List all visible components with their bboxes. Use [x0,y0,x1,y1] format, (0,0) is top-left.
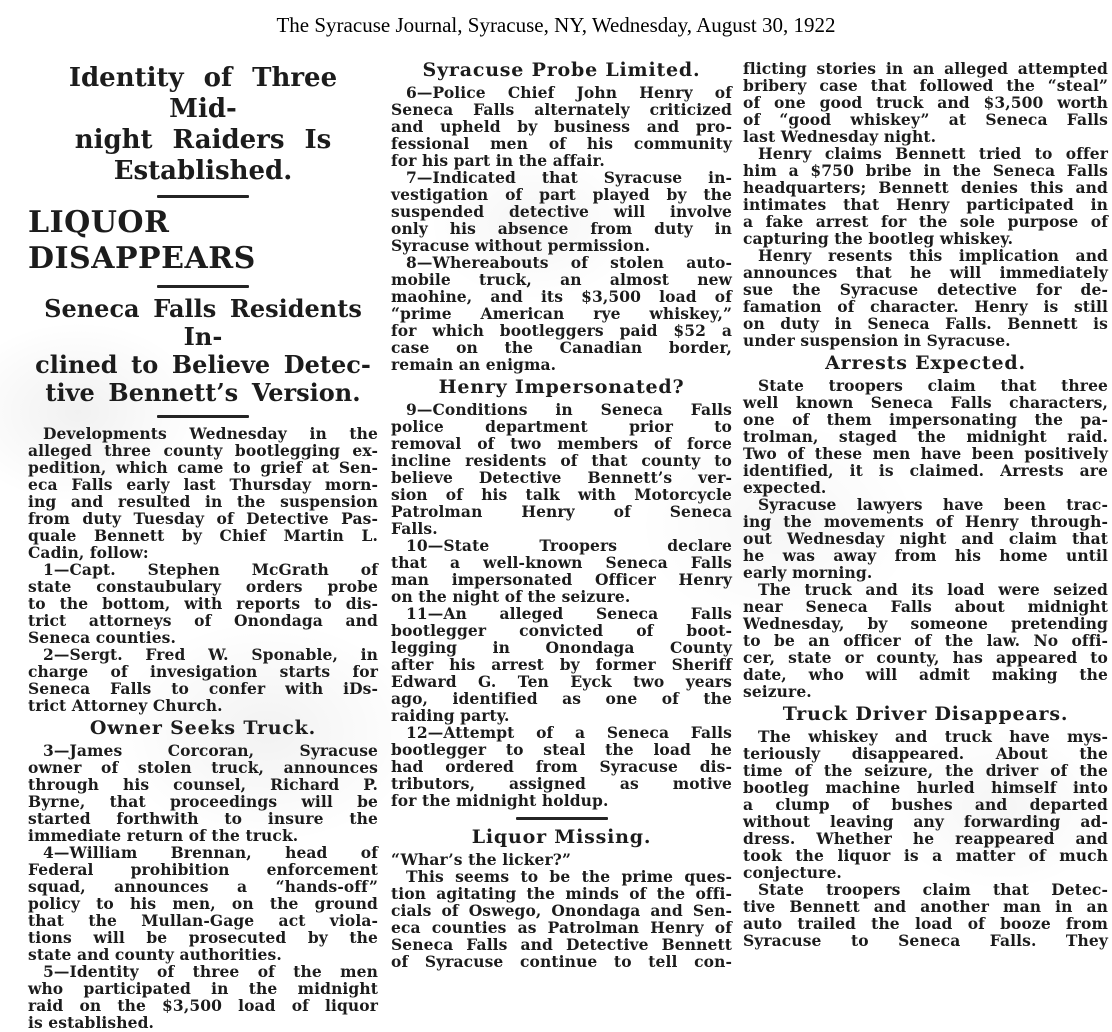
paragraph [391,868,732,970]
text-line: The whiskey and truck have mys- [758,727,1108,746]
text-line: Syracuse without permission. [391,236,651,255]
section-divider [157,195,249,198]
text-line: 12—Attempt of a Seneca Falls [406,723,732,742]
text-line: immediate return of the truck. [28,826,299,845]
section-subhead [743,704,1108,725]
text-line: near Seneca Falls about midnight [743,597,1108,616]
text-line: on the night of the seizure. [391,587,631,606]
text-line: started forthwith to insure the [28,809,378,828]
text-line: ing the movements of Henry through- [743,512,1108,531]
news-column-2 [391,55,732,970]
paragraph [28,425,378,561]
text-line: trolman, staged the midnight raid. [743,427,1108,446]
text-line: Falls. [391,519,438,538]
paragraph [743,247,1108,349]
text-line: charge of invesigation starts for [28,662,378,681]
paragraph [743,377,1108,496]
text-line: quale Bennett by Chief Martin L. [28,526,378,545]
text-line: to the bottom, with reports to dis- [28,594,378,613]
text-line: Developments Wednesday in the [43,424,378,443]
text-line: time of the seizure, the driver of the [743,761,1108,780]
text-line: Seneca Falls to confer with iDs- [28,679,378,698]
page-caption: The Syracuse Journal, Syracuse, NY, Wednesday, August 30, 1922 [276,13,836,37]
text-line: early morning. [743,563,873,582]
text-line: trict attorneys of Onondaga and [28,611,378,630]
text-line: cials of Oswego, Onondaga and Sen- [391,901,732,920]
text-line: tributors, assigned as motive [391,774,732,793]
text-line: squad, announces a “hands-off” [28,877,378,896]
text-line: case on the Canadian border, [391,338,732,357]
text-line: owner of stolen truck, announces [28,758,378,777]
text-line: tive Bennett’s Version. [45,378,361,407]
newspaper-clipping [0,55,1112,1032]
text-line: Owner Seeks Truck. [89,717,317,739]
text-line: Henry Impersonated? [438,376,685,398]
section-subhead [28,718,378,739]
text-line: of Syracuse continue to tell con- [391,952,732,971]
text-line: 6—Police Chief John Henry of [406,83,732,102]
text-line: only his absence from duty in [391,219,732,238]
text-line: trict Attorney Church. [28,696,223,715]
paragraph [391,724,732,809]
text-line: 2—Sergt. Fred W. Sponable, in [43,645,378,664]
text-line: 9—Conditions in Seneca Falls [406,400,732,419]
text-line: sion of his talk with Motorcycle [391,485,732,504]
text-line: tion agitating the minds of the offi- [391,884,732,903]
text-line: Edward G. Ten Eyck two years [391,672,732,691]
text-line: through his counsel, Richard P. [28,775,378,794]
text-line: Seneca Falls Residents In- [44,294,362,351]
text-line: Syracuse lawyers have been trac- [758,495,1108,514]
text-line: bootlegger to steal the load he [391,740,732,759]
text-line: raiding party. [391,706,510,725]
text-line: Syracuse Probe Limited. [422,59,701,81]
section-divider [516,817,608,820]
text-line: “prime American rye whiskey,” [391,304,732,323]
text-line: Federal prohibition enforcement [28,860,378,879]
headline [28,63,378,187]
text-line: sue the Syracuse detective for de- [743,280,1108,299]
text-line: identified, it is claimed. Arrests are [743,461,1108,480]
text-line: policy to his men, on the ground [28,894,378,913]
text-line: Liquor Missing. [471,826,652,848]
text-line: Seneca counties. [28,628,177,647]
text-line: Wednesday, by someone pretending [743,614,1108,633]
text-line: tive Bennett and another man in an [743,897,1108,916]
paragraph [743,145,1108,247]
section-subhead [391,827,732,848]
text-line: Syracuse to Seneca Falls. They [743,931,1108,950]
news-column-3 [743,55,1108,949]
text-line: Arrests Expected. [825,352,1026,374]
text-line: legging in Onondaga County [391,638,732,657]
text-line: maohine, and its $3,500 load of [391,287,732,306]
text-line: “Whar’s the licker?” [391,850,571,869]
text-line: on duty in Seneca Falls. Bennett is [743,314,1108,333]
text-line: tions will be prosecuted by the [28,928,378,947]
news-column-1 [28,55,378,1031]
text-line: Cadin, follow: [28,543,149,562]
text-line: and upheld by business and pro- [391,117,732,136]
main-headline [28,205,378,277]
text-line: suspended detective will involve [391,202,732,221]
paragraph [28,844,378,963]
text-line: last Wednesday night. [743,127,937,146]
text-line: This seems to be the prime ques- [406,867,732,886]
text-line: ago, identified as one of the [391,689,732,708]
paragraph [391,605,732,724]
text-line: Truck Driver Disappears. [782,703,1069,725]
text-line: Byrne, that proceedings will be [28,792,378,811]
text-line: 7—Indicated that Syracuse in- [406,168,732,187]
text-line: bribery case that followed the “steal” [743,76,1108,95]
text-line: after his arrest by former Sheriff [391,655,732,674]
text-line: dress. Whether he reappeared and [743,829,1108,848]
text-line: announces that he will immediately [743,263,1108,282]
text-line: alleged three county bootlegging ex- [28,441,378,460]
paragraph [391,851,732,868]
text-line: a fake arrest for the sole purpose of [743,212,1108,231]
paragraph [743,581,1108,700]
deck-headline [28,295,378,407]
text-line: out Wednesday night and claim that [743,529,1108,548]
page [0,13,1112,1032]
text-line: state constaubulary orders probe [28,577,378,596]
paragraph [743,728,1108,881]
text-line: removal of two members of force [391,434,732,453]
text-line: had ordered from Syracuse dis- [391,757,732,776]
text-line: bootleg machine hurled himself into [743,778,1108,797]
text-line: is established. [28,1013,155,1032]
text-line: expected. [743,478,827,497]
text-line: LIQUOR DISAPPEARS [28,205,256,276]
text-line: for the midnight holdup. [391,791,609,810]
text-line: Henry claims Bennett tried to offer [758,144,1108,163]
text-line: state and county authorities. [28,945,282,964]
paragraph [391,537,732,605]
paragraph [391,84,732,169]
text-line: vestigation of part played by the [391,185,732,204]
text-line: he was away from his home until [743,546,1108,565]
text-line: who participated in the midnight [28,979,378,998]
text-line: headquarters; Bennett denies this and [743,178,1108,197]
text-line: teriously disappeared. About the [743,744,1108,763]
text-line: 11—An alleged Seneca Falls [406,604,732,623]
section-subhead [743,353,1108,374]
text-line: 1—Capt. Stephen McGrath of [43,560,378,579]
text-line: 3—James Corcoran, Syracuse [43,741,378,760]
text-line: 10—State Troopers declare [406,536,732,555]
text-line: for which bootleggers paid $52 a [391,321,732,340]
text-line: one of them impersonating the pa- [743,410,1108,429]
paragraph [28,742,378,844]
section-subhead [391,377,732,398]
paragraph [28,561,378,646]
text-line: remain an enigma. [391,355,557,374]
text-line: under suspension in Syracuse. [743,331,1011,350]
text-line: conjecture. [743,863,842,882]
text-line: for his part in the affair. [391,151,605,170]
text-line: to be an officer of the law. No offi- [743,631,1108,650]
section-subhead [391,60,732,81]
text-line: cer, state or county, has appeared to [743,648,1108,667]
text-line: of “good whiskey” at Seneca Falls [743,110,1108,129]
text-line: 8—Whereabouts of stolen auto- [406,253,732,272]
paragraph [28,646,378,714]
paragraph [391,169,732,254]
text-line: State troopers claim that Detec- [758,880,1108,899]
text-line: flicting stories in an alleged attempted [743,59,1108,78]
text-line: famation of character. Henry is still [743,297,1108,316]
text-line: Henry resents this implication and [758,246,1108,265]
text-line: Seneca Falls alternately criticized [391,100,732,119]
text-line: eca counties as Patrolman Henry of [391,918,732,937]
text-line: incline residents of that county to [391,451,732,470]
text-line: 4—William Brennan, head of [43,843,378,862]
text-line: from duty Tuesday of Detective Pas- [28,509,378,528]
text-line: ing and resulted in the suspension [28,492,378,511]
text-line: The truck and its load were seized [758,580,1108,599]
paragraph [743,881,1108,949]
text-line: took the liquor is a matter of much [743,846,1108,865]
text-line: believe Detective Bennett’s ver- [391,468,732,487]
text-line: pedition, which came to grief at Sen- [28,458,378,477]
text-line: a clump of bushes and departed [743,795,1108,814]
paragraph [743,60,1108,145]
text-line: Two of these men have been positively [743,444,1108,463]
text-line: man impersonated Officer Henry [391,570,732,589]
text-line: clined to Believe Detec- [35,350,371,379]
text-line: eca Falls early last Thursday morn- [28,475,378,494]
text-line: that the Mullan-Gage act viola- [28,911,378,930]
text-line: night Raiders Is [74,125,332,155]
text-line: intimates that Henry participated in [743,195,1108,214]
text-line: him a $750 bribe in the Seneca Falls [743,161,1108,180]
paragraph [28,963,378,1031]
text-line: 5—Identity of three of the men [43,962,378,981]
text-line: police department prior to [391,417,732,436]
text-line: date, who will admit making the [743,665,1108,684]
paragraph [391,401,732,537]
section-divider [157,285,249,288]
text-line: of one good truck and $3,500 worth [743,93,1108,112]
text-line: seizure. [743,682,812,701]
text-line: capturing the bootleg whiskey. [743,229,1014,248]
text-line: raid on the $3,500 load of liquor [28,996,378,1015]
paragraph [391,254,732,373]
text-line: State troopers claim that three [758,376,1108,395]
text-line: mobile truck, an almost new [391,270,732,289]
text-line: fessional men of his community [391,134,732,153]
text-line: without leaving any forwarding ad- [743,812,1108,831]
text-line: bootlegger convicted of boot- [391,621,732,640]
text-line: that a well-known Seneca Falls [391,553,732,572]
text-line: auto trailed the load of booze from [743,914,1108,933]
text-line: well known Seneca Falls characters, [743,393,1108,412]
text-line: Identity of Three Mid- [68,63,338,124]
text-line: Established. [113,156,293,186]
text-line: Patrolman Henry of Seneca [391,502,732,521]
section-divider [157,415,249,418]
paragraph [743,496,1108,581]
text-line: Seneca Falls and Detective Bennett [391,935,732,954]
